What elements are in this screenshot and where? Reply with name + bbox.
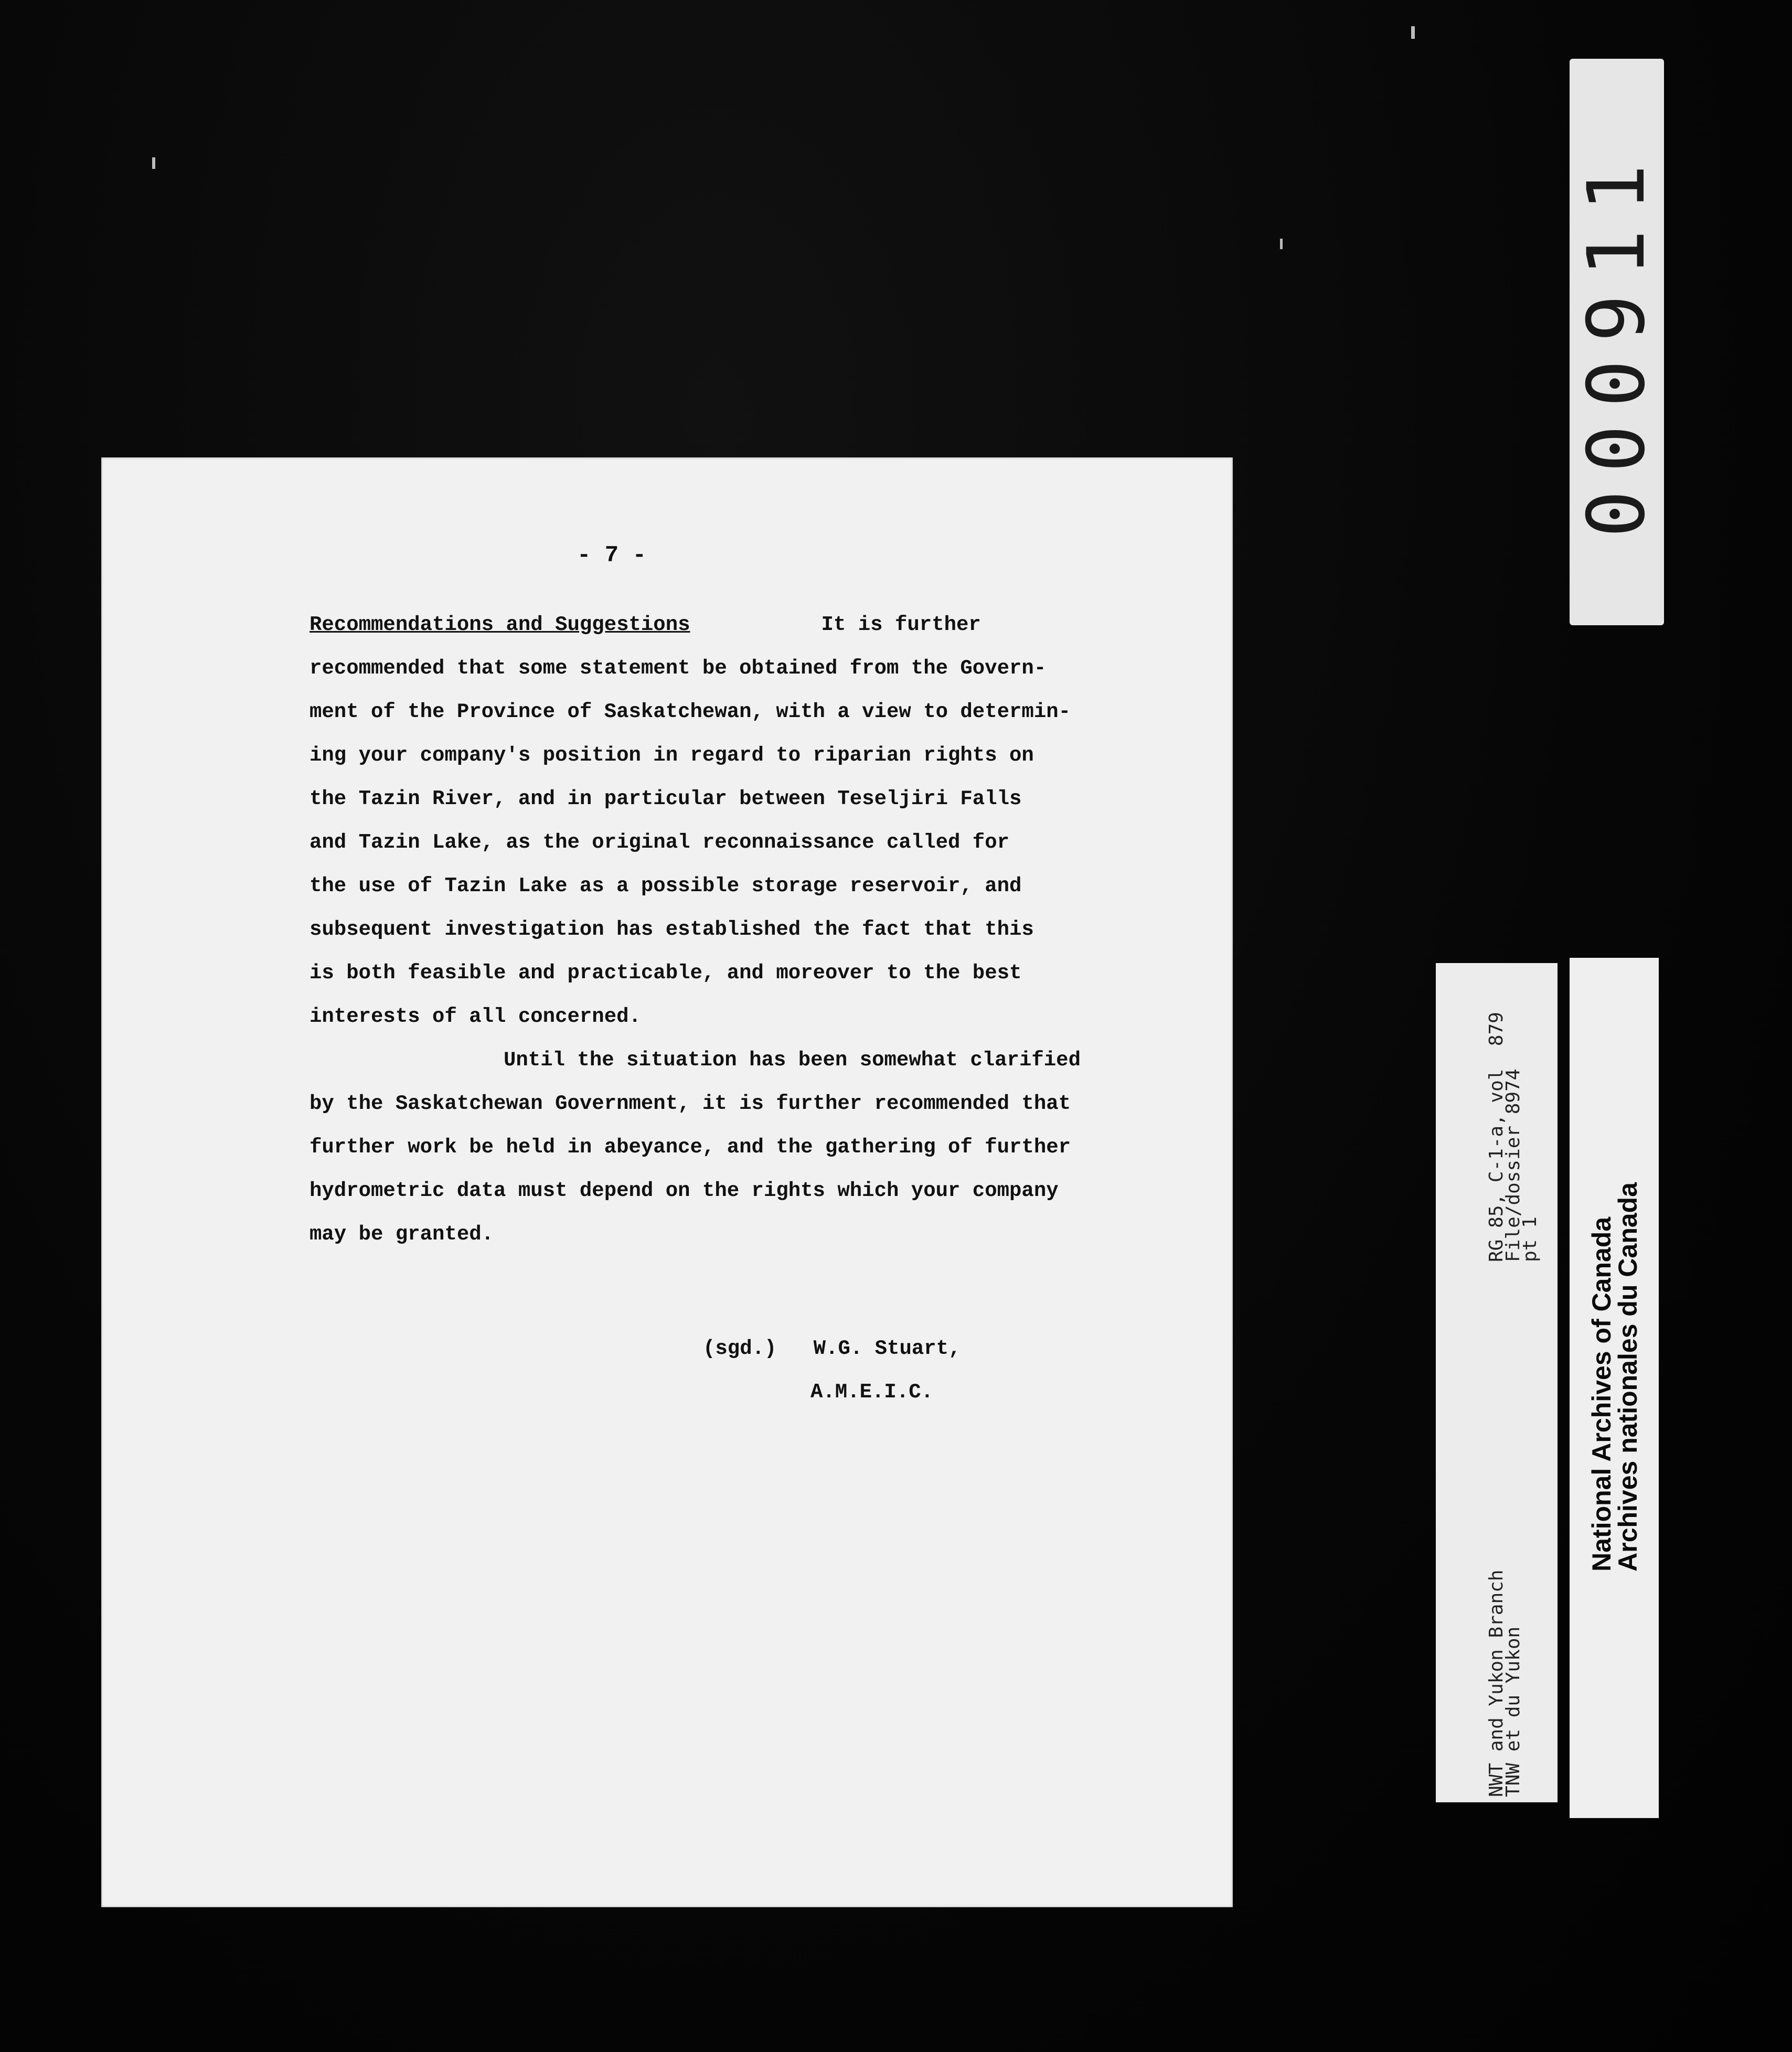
frame-number-card bbox=[1570, 59, 1664, 625]
paragraph-1-line: ing your company's position in regard to riparian rights on bbox=[310, 744, 1034, 767]
paragraph-2-line: hydrometric data must depend on the rights which your company bbox=[310, 1179, 1059, 1202]
film-speck bbox=[1280, 239, 1283, 249]
paragraph-2-line: may be granted. bbox=[310, 1223, 494, 1246]
record-group-reference: RG 85, C-1-a, vol 879 File/dossier 8974 pt 1 bbox=[1486, 1012, 1541, 1262]
film-speck bbox=[152, 157, 155, 169]
section-heading: Recommendations and Suggestions bbox=[310, 613, 690, 636]
archive-label-card bbox=[1570, 958, 1659, 1818]
paragraph-2-line: further work be held in abeyance, and the gathering of further bbox=[310, 1136, 1071, 1159]
paragraph-2-line: by the Saskatchewan Government, it is further recommended that bbox=[310, 1092, 1071, 1115]
archive-name: National Archives of Canada Archives nationales du Canada bbox=[1587, 1182, 1642, 1572]
paragraph-1-line: and Tazin Lake, as the original reconnaissance called for bbox=[310, 831, 1010, 854]
paragraph-1-line: interests of all concerned. bbox=[310, 1005, 641, 1028]
page-number: - 7 - bbox=[577, 542, 647, 569]
reference-card bbox=[1436, 963, 1558, 1802]
paragraph-1-line: the use of Tazin Lake as a possible storage reservoir, and bbox=[310, 874, 1022, 897]
paragraph-1-line: subsequent investigation has established the fact that this bbox=[310, 918, 1034, 941]
paragraph-2-line-1 bbox=[310, 1039, 1159, 1082]
signature-name: (sgd.) W.G. Stuart, bbox=[703, 1337, 961, 1360]
paragraph-1-line-1 bbox=[310, 603, 1159, 647]
paragraph-1-line: ment of the Province of Saskatchewan, with a view to determin- bbox=[310, 700, 1071, 723]
paragraph-1-line: recommended that some statement be obtained from the Govern- bbox=[310, 657, 1047, 680]
branch-label: NWT and Yukon Branch TNW et du Yukon bbox=[1486, 1569, 1524, 1797]
signature-credentials: A.M.E.I.C. bbox=[810, 1381, 934, 1404]
frame-number: 000911 bbox=[1571, 146, 1662, 538]
paragraph-1-line: the Tazin River, and in particular between Teseljiri Falls bbox=[310, 787, 1022, 810]
paragraph-1-line: is both feasible and practicable, and moreover to the best bbox=[310, 961, 1022, 985]
signature-block bbox=[703, 1327, 961, 1414]
paragraph-1-text: It is further bbox=[821, 613, 981, 636]
paragraph-2-text: Until the situation has been somewhat clarified bbox=[504, 1049, 1081, 1072]
document-body bbox=[310, 603, 1159, 1256]
film-speck bbox=[1411, 26, 1415, 39]
